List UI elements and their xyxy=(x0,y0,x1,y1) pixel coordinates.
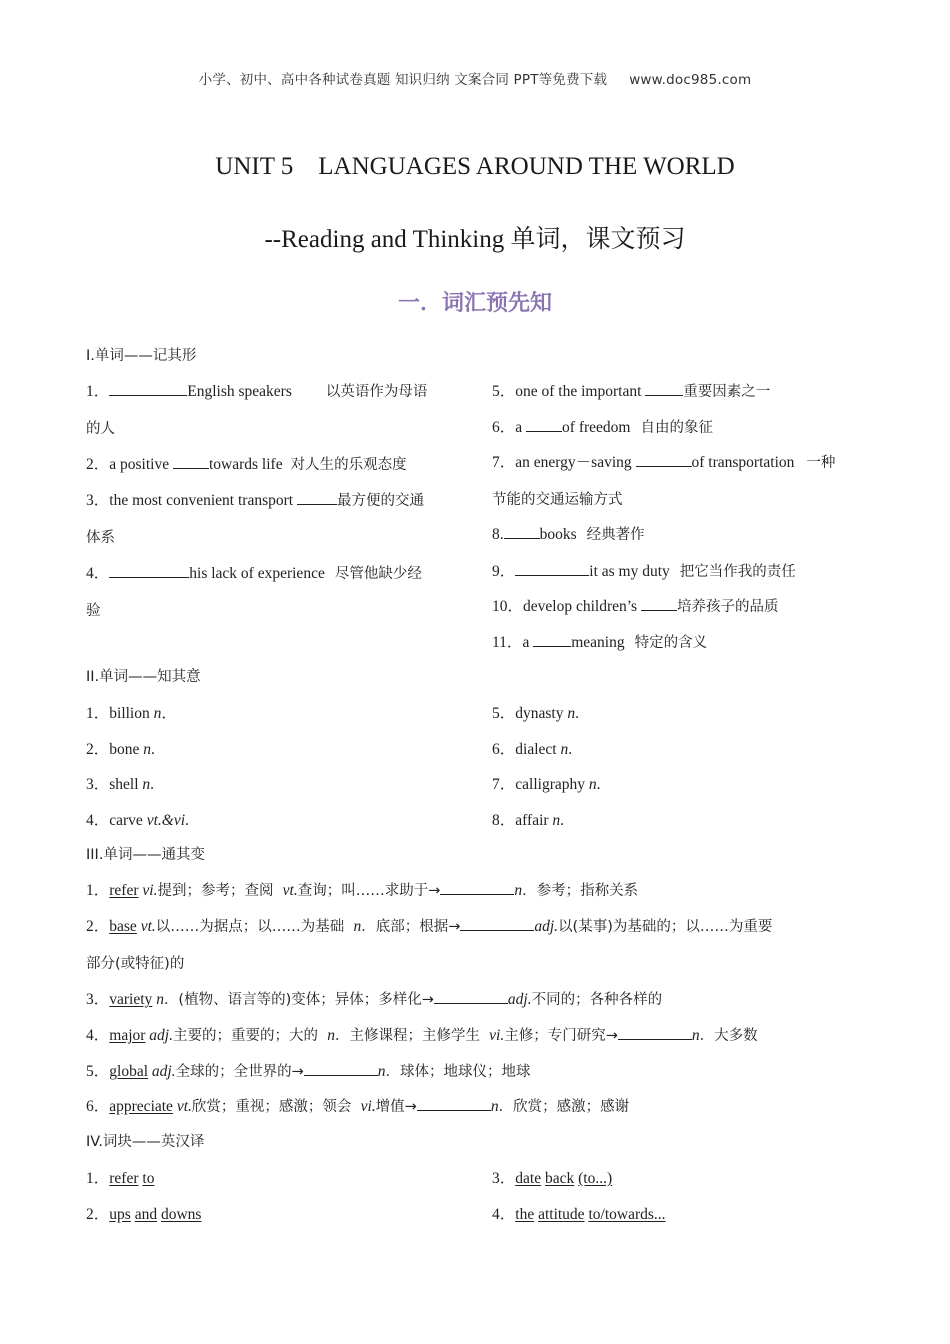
part1-item-9: 9． it as my duty 把它当作我的责任 xyxy=(492,559,796,581)
part3-heading: III.单词——通其变 xyxy=(86,847,205,863)
blank[interactable] xyxy=(434,988,508,1004)
blank[interactable] xyxy=(533,631,571,647)
header-banner: 小学、初中、高中各种试卷真题 知识归纳 文案合同 PPT等免费下载 xyxy=(198,72,608,88)
blank[interactable] xyxy=(641,595,677,611)
blank[interactable] xyxy=(618,1024,692,1040)
part1-item-6: 6．a of freedom 自由的象征 xyxy=(492,415,713,437)
part3-item-2-cont: 部分(或特征)的 xyxy=(86,956,185,972)
part2-item-7: 7．calligraphy n. xyxy=(492,776,601,793)
blank[interactable] xyxy=(460,915,534,931)
blank[interactable] xyxy=(109,380,187,396)
part1-item-11: 11．a meaning 特定的含义 xyxy=(492,630,707,652)
part3-item-1: 1．refer vi.提到；参考；查阅 vt.查询；叫……求助于→ n．参考；指称关系 xyxy=(86,878,638,900)
part4-item-4: 4．the attitude to/towards... xyxy=(492,1206,666,1223)
blank[interactable] xyxy=(297,489,337,505)
part3-item-5: 5．global adj.全球的；全世界的→ n．球体；地球仪；地球 xyxy=(86,1059,530,1081)
part2-item-2: 2．bone n. xyxy=(86,741,155,758)
blank[interactable] xyxy=(636,451,692,467)
part1-heading: I.单词——记其形 xyxy=(86,348,197,364)
blank[interactable] xyxy=(504,523,540,539)
blank[interactable] xyxy=(645,380,683,396)
part1-item-7-cont: 节能的交通运输方式 xyxy=(492,492,623,508)
blank[interactable] xyxy=(304,1060,378,1076)
unit-title: UNIT 5 LANGUAGES AROUND THE WORLD xyxy=(215,153,735,180)
blank[interactable] xyxy=(526,416,562,432)
part1-item-5: 5．one of the important 重要因素之一 xyxy=(492,379,770,401)
part3-item-6: 6．appreciate vt.欣赏；重视；感激；领会 vi.增值→ n．欣赏；感激；感谢 xyxy=(86,1094,629,1116)
part2-heading: II.单词——知其意 xyxy=(86,669,201,685)
part4-item-3: 3．date back (to...) xyxy=(492,1170,613,1187)
part1-item-1: 1． English speakers 以英语作为母语 xyxy=(86,379,427,401)
blank[interactable] xyxy=(440,879,514,895)
part3-item-2: 2．base vt.以……为据点；以……为基础 n．底部；根据→ adj.以(某事)为基础的；以……为重要 xyxy=(86,914,772,936)
page-header xyxy=(0,68,950,88)
part4-heading: IV.词块——英汉译 xyxy=(86,1134,205,1150)
part2-item-3: 3．shell n. xyxy=(86,776,155,793)
part2-item-8: 8．affair n. xyxy=(492,812,565,829)
part4-item-2: 2．ups and downs xyxy=(86,1206,202,1223)
part2-item-4: 4．carve vt.&vi. xyxy=(86,812,189,829)
part1-item-3-cont: 体系 xyxy=(86,530,115,546)
blank[interactable] xyxy=(515,560,589,576)
part3-item-4: 4．major adj.主要的；重要的；大的 n．主修课程；主修学生 vi.主修；专门研究→ n．大多数 xyxy=(86,1023,758,1045)
part3-item-3: 3．variety n．(植物、语言等的)变体；异体；多样化→ adj.不同的；各种各样的 xyxy=(86,987,662,1009)
part1-item-4: 4． his lack of experience 尽管他缺少经 xyxy=(86,561,422,583)
part1-item-2: 2．a positive towards life 对人生的乐观态度 xyxy=(86,452,407,474)
part4-item-1: 1．refer to xyxy=(86,1170,155,1187)
part1-item-8: 8. books 经典著作 xyxy=(492,523,645,544)
part2-item-1: 1．billion n． xyxy=(86,705,177,722)
part1-item-4-cont: 验 xyxy=(86,603,101,619)
part2-item-5: 5．dynasty n. xyxy=(492,705,579,722)
part1-item-3: 3．the most convenient transport 最方便的交通 xyxy=(86,488,424,510)
part1-item-10: 10．develop children’s 培养孩子的品质 xyxy=(492,594,778,616)
part1-item-1-cont: 的人 xyxy=(86,421,115,437)
blank[interactable] xyxy=(109,562,189,578)
unit-subtitle: --Reading and Thinking 单词，课文预习 xyxy=(264,226,686,253)
header-site: www.doc985.com xyxy=(629,72,752,88)
part1-item-7: 7．an energy－saving of transportation 一种 xyxy=(492,450,835,472)
section-title: 一．词汇预先知 xyxy=(397,291,552,316)
blank[interactable] xyxy=(417,1095,491,1111)
blank[interactable] xyxy=(173,453,209,469)
part2-item-6: 6．dialect n. xyxy=(492,741,573,758)
